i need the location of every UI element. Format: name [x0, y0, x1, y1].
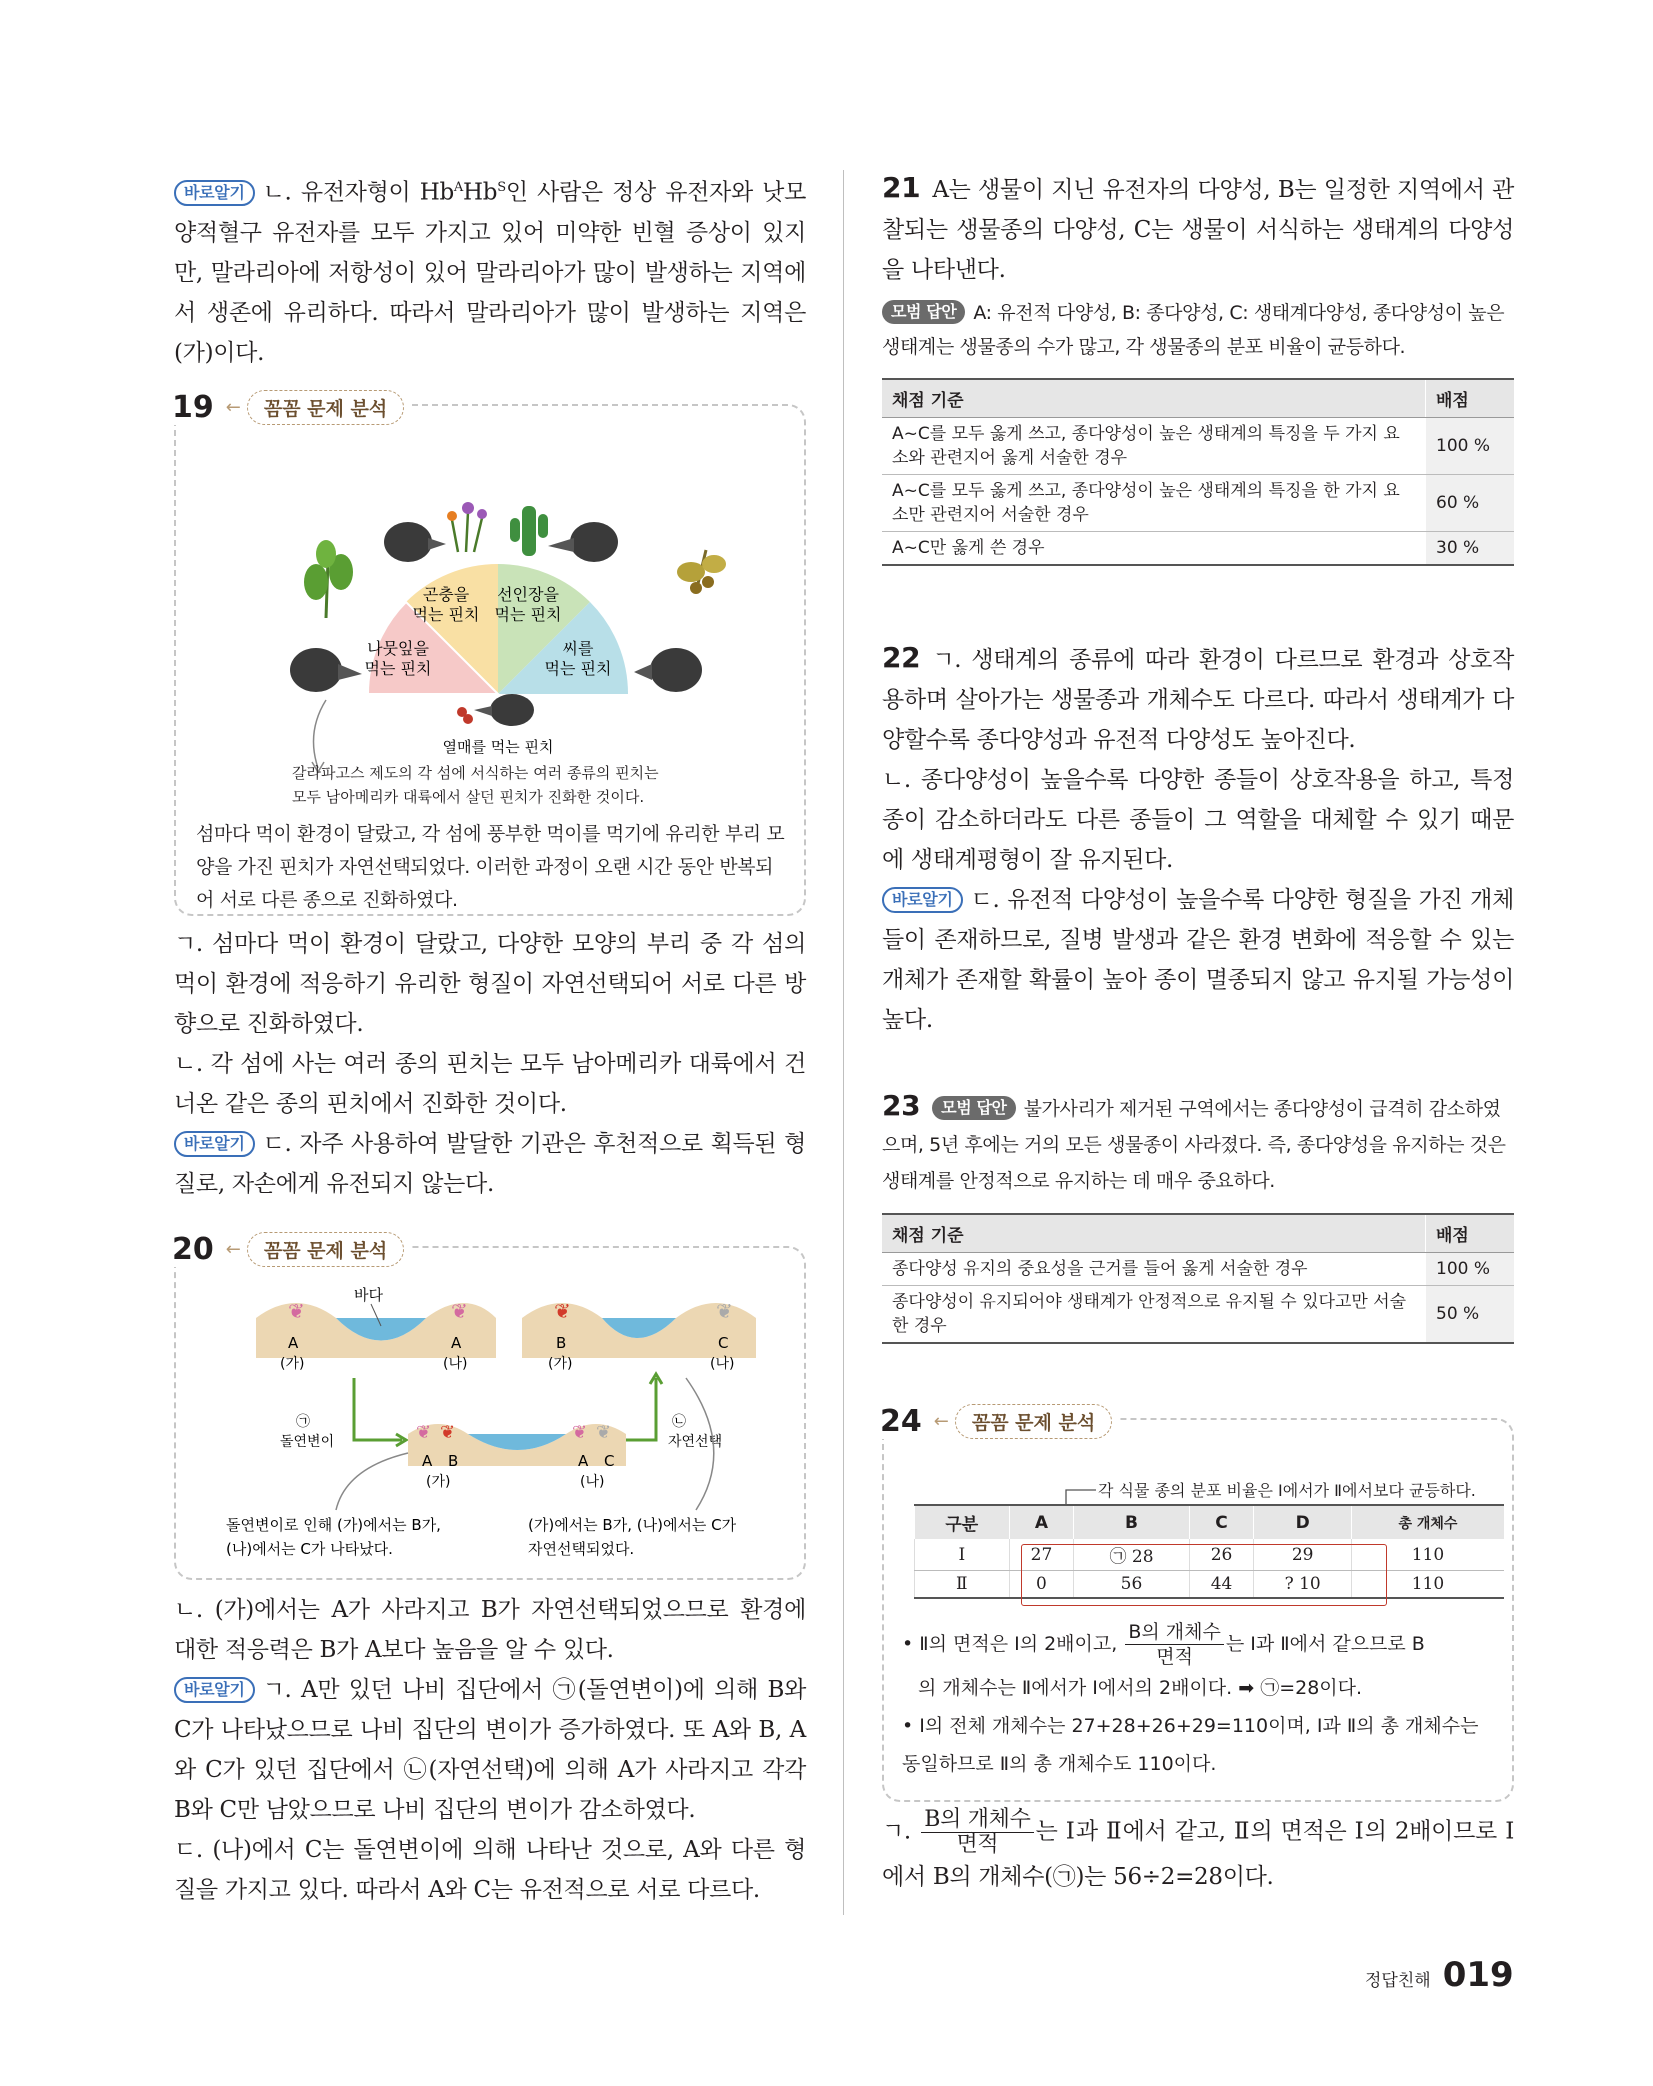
table-cell: Ⅱ	[915, 1571, 1010, 1599]
label-a2: A	[451, 1334, 462, 1352]
note-right-2: 자연선택되었다.	[528, 1540, 635, 1558]
q24-bullet-1: • Ⅱ의 면적은 Ⅰ의 2배이고, $\frac{\text{B의 개체수}}{\text{면적}}$ 는 Ⅰ과 Ⅱ에서 같으므로 B	[902, 1621, 1425, 1668]
q24-header	[880, 1404, 1118, 1439]
analysis-tag: 꼼꼼 문제 분석	[247, 390, 404, 425]
col-header: A	[1009, 1505, 1074, 1539]
butterfly-b-icon: ❦	[554, 1299, 571, 1323]
selection-arrow-icon	[626, 1378, 656, 1440]
finch-insect-icon	[384, 522, 446, 562]
q19-p3-text: ㄷ. 자주 사용하여 발달한 기관은 후천적으로 획득된 형질로, 자손에게 유전되지 않는다.	[174, 1131, 806, 1197]
q22-section	[882, 638, 1514, 1040]
butterfly-mid-a2-icon: ❦	[572, 1422, 588, 1443]
seed-plant-icon	[677, 550, 726, 594]
label-ga2: (가)	[548, 1356, 573, 1372]
leaf-plant-icon	[304, 540, 353, 618]
table-cell: ㉠ 28	[1074, 1539, 1189, 1571]
label-b: B	[556, 1334, 567, 1352]
q23-model	[882, 1088, 1514, 1199]
note-right-1: (가)에서는 B가, (나)에서는 C가	[528, 1516, 737, 1534]
q21-number: 21	[882, 171, 921, 204]
mutation-arrow-icon	[354, 1378, 402, 1440]
note-left-1: 돌연변이로 인해 (가)에서는 B가,	[226, 1516, 441, 1534]
table-row	[882, 1286, 1514, 1344]
grading-header-score: 배점	[1426, 1214, 1515, 1253]
q24-callout: 각 식물 종의 분포 비율은 Ⅰ에서가 Ⅱ에서보다 균등하다.	[1098, 1481, 1476, 1500]
q21-text-body: A는 생물이 지닌 유전자의 다양성, B는 일정한 지역에서 관찰되는 생물종의 다양성, C는 생물이 서식하는 생태계의 다양성을 나타낸다.	[882, 177, 1514, 283]
q20-header	[172, 1232, 410, 1267]
label-leaf-1: 나뭇잎을	[367, 639, 429, 658]
label-mid-a1: A	[422, 1452, 433, 1470]
page-footer	[1365, 1955, 1514, 1995]
grading-header-criteria: 채점 기준	[882, 1214, 1426, 1253]
score-cell: 30 %	[1426, 532, 1515, 566]
label-na2: (나)	[710, 1356, 735, 1372]
label-mutation: 돌연변이	[280, 1434, 335, 1450]
check-tag: 바로알기	[882, 887, 963, 913]
q24-box	[880, 1404, 1514, 1802]
label-cactus-2: 먹는 핀치	[494, 605, 562, 624]
finch-note-line1: 갈라파고스 제도의 각 섬에 서식하는 여러 종류의 핀치는	[292, 764, 659, 782]
col-header: B	[1074, 1505, 1189, 1539]
lead-arrow-icon: ←	[933, 1411, 949, 1432]
fraction-num: B의 개체수	[921, 1808, 1033, 1833]
q20-box	[172, 1232, 806, 1580]
butterfly-mid-b-icon: ❦	[440, 1422, 456, 1443]
intro-text-b: Hb	[463, 179, 498, 206]
q19-box	[172, 390, 806, 916]
q19-summary: 섬마다 먹이 환경이 달랐고, 각 섬에 풍부한 먹이를 먹기에 유리한 부리 모양을 가진 핀치가 자연선택되었다. 이러한 과정이 오랜 시간 동안 반복되어 서로 다른 종으로 진화하였다.	[196, 823, 785, 911]
table-cell: ? 10	[1254, 1571, 1352, 1599]
q21-model-text: A: 유전적 다양성, B: 종다양성, C: 생태계다양성, 종다양성이 높은 생태계는 생물종의 수가 많고, 각 생물종의 분포 비율이 균등하다.	[882, 302, 1505, 358]
label-leaf-2: 먹는 핀치	[364, 659, 432, 678]
q20-number: 20	[172, 1232, 214, 1267]
intro-text-a: ㄴ. 유전자형이 Hb	[262, 179, 454, 206]
fraction	[921, 1808, 1033, 1857]
q22-p1-text: ㄱ. 생태계의 종류에 따라 환경이 다르므로 환경과 상호작용하며 살아가는 생물종과 개체수도 다르다. 따라서 생태계가 다양할수록 종다양성과 유전적 다양성도 높아진다.	[882, 647, 1514, 753]
score-cell: 50 %	[1426, 1286, 1515, 1344]
finch-diagram	[176, 442, 804, 782]
model-tag: 모범 답안	[882, 300, 965, 324]
analysis-tag: 꼼꼼 문제 분석	[955, 1404, 1112, 1439]
right-column	[880, 168, 1514, 1890]
col-header: 구분	[915, 1505, 1010, 1539]
q19-p2: ㄴ. 각 섬에 사는 여러 종의 핀치는 모두 남아메리카 대륙에서 건너온 같은 종의 핀치에서 진화한 것이다.	[174, 1051, 806, 1117]
grading-header-criteria: 채점 기준	[882, 379, 1426, 418]
label-berry: 열매를 먹는 핀치	[442, 738, 554, 756]
q21-model	[882, 296, 1514, 364]
fraction-den: 면적	[956, 1832, 999, 1857]
check-tag: 바로알기	[174, 1131, 255, 1157]
table-cell: 27	[1009, 1539, 1074, 1571]
intro-sup-s: S	[497, 180, 506, 195]
q21-grading-table	[882, 378, 1514, 566]
model-tag: 모범 답안	[932, 1096, 1015, 1120]
label-na1: (나)	[443, 1356, 468, 1372]
footer-title: 정답친해	[1365, 1971, 1431, 1991]
answer-prefix: ㄱ.	[882, 1818, 911, 1845]
finch-leaf-icon	[290, 648, 362, 692]
bullet1-b: 는 Ⅰ과 Ⅱ에서 같으므로 B	[1225, 1633, 1425, 1655]
q19-number: 19	[172, 390, 214, 425]
q19-header	[172, 390, 410, 425]
q19-p3	[174, 1124, 806, 1204]
q20-p2	[174, 1670, 806, 1830]
answer-text: 는 Ⅰ과 Ⅱ에서 같고, Ⅱ의 면적은 Ⅰ의 2배이므로 Ⅰ에서 B의 개체수(㉠)는 56÷2=28이다.	[882, 1818, 1514, 1890]
table-row	[882, 532, 1514, 566]
q23-number: 23	[882, 1089, 921, 1122]
check-tag: 바로알기	[174, 1677, 255, 1703]
table-cell: 44	[1189, 1571, 1254, 1599]
table-cell: Ⅰ	[915, 1539, 1010, 1571]
fraction-num: B의 개체수	[1125, 1620, 1224, 1645]
label-circ2: ㉡	[672, 1414, 686, 1430]
label-mid-b: B	[448, 1452, 459, 1470]
column-divider	[843, 170, 844, 1915]
criteria-cell: A~C를 모두 옳게 쓰고, 종다양성이 높은 생태계의 특징을 두 가지 요소와 관련지어 옳게 서술한 경우	[882, 418, 1426, 475]
q20-p1: ㄴ. (가)에서는 A가 사라지고 B가 자연선택되었으므로 환경에 대한 적응력은 B가 A보다 높음을 알 수 있다.	[174, 1597, 806, 1663]
bullet1-a: Ⅱ의 면적은 Ⅰ의 2배이고,	[919, 1633, 1118, 1655]
q24-number: 24	[880, 1404, 922, 1439]
bullet2-text: Ⅰ의 전체 개체수는 27+28+26+29=110이며, Ⅰ과 Ⅱ의 총 개체수는 동일하므로 Ⅱ의 총 개체수도 110이다.	[902, 1715, 1479, 1775]
label-sea: 바다	[354, 1286, 383, 1304]
criteria-cell: A~C만 옳게 쓴 경우	[882, 532, 1426, 566]
score-cell: 100 %	[1426, 418, 1515, 475]
label-mid-a2: A	[578, 1452, 589, 1470]
lead-arrow-icon: ←	[225, 1239, 241, 1260]
label-a1: A	[288, 1334, 299, 1352]
fraction	[1125, 1620, 1224, 1669]
label-mid-ga: (가)	[426, 1474, 451, 1490]
table-cell: 56	[1074, 1571, 1189, 1599]
label-seed-2: 먹는 핀치	[544, 659, 612, 678]
butterfly-mid-a1-icon: ❦	[416, 1422, 432, 1443]
q20-p3: ㄷ. (나)에서 C는 돌연변이에 의해 나타난 것으로, A와 다른 형질을 가지고 있다. 따라서 A와 C는 유전적으로 서로 다르다.	[174, 1837, 806, 1903]
q22-p3	[882, 880, 1514, 1040]
table-cell: 110	[1351, 1539, 1504, 1571]
label-seed-1: 씨를	[562, 639, 594, 658]
q21-text	[882, 168, 1514, 290]
check-tag: 바로알기	[174, 180, 255, 206]
label-mid-na: (나)	[580, 1474, 605, 1490]
col-header: D	[1254, 1505, 1352, 1539]
finch-berry-icon	[457, 694, 534, 726]
finch-seed-icon	[634, 648, 702, 692]
left-column	[172, 168, 806, 1903]
q22-number: 22	[882, 641, 921, 674]
finch-note-line2: 모두 남아메리카 대륙에서 살던 핀치가 진화한 것이다.	[292, 788, 645, 806]
q24-highlight-box	[1021, 1544, 1387, 1606]
table-cell: 110	[1351, 1571, 1504, 1599]
q22-p3-text: ㄷ. 유전적 다양성이 높을수록 다양한 형질을 가진 개체들이 존재하므로, 질병 발생과 같은 환경 변화에 적응할 수 있는 개체가 존재할 확률이 높아 종이 멸종되지 않고 유지될 가능성이 높다.	[882, 887, 1514, 1033]
q24-bullet-2: • Ⅰ의 전체 개체수는 27+28+26+29=110이며, Ⅰ과 Ⅱ의 총 개체수는 동일하므로 Ⅱ의 총 개체수도 110이다.	[902, 1715, 1479, 1775]
q20-answers	[174, 1590, 806, 1910]
grading-header-score: 배점	[1426, 379, 1515, 418]
criteria-cell: A~C를 모두 옳게 쓰고, 종다양성이 높은 생태계의 특징을 한 가지 요소만 관련지어 서술한 경우	[882, 475, 1426, 532]
intro-text-c: 인 사람은 정상 유전자와 낫모양적혈구 유전자를 모두 가지고 있어 미약한 빈혈 증상이 있지만, 말라리아에 저항성이 있어 말라리아가 많이 발생하는 지역에서 생존에 유리하다. 따라서 말라리아가 많이 발생하는 지역은 (가)이다.	[174, 179, 806, 366]
q23-section	[882, 1088, 1514, 1344]
table-cell: 26	[1189, 1539, 1254, 1571]
q18-explanation	[174, 168, 806, 373]
criteria-cell: 종다양성 유지의 중요성을 근거를 들어 옳게 서술한 경우	[882, 1253, 1426, 1286]
q22-p1	[882, 638, 1514, 760]
q19-answers	[174, 924, 806, 1204]
label-insect-2: 먹는 핀치	[412, 605, 480, 624]
q24-answer-p	[882, 1808, 1514, 1897]
label-circ1: ㉠	[296, 1414, 310, 1430]
col-header: 총 개체수	[1351, 1505, 1504, 1539]
note-left-arrow-icon	[336, 1453, 408, 1510]
lead-arrow-icon: ←	[225, 397, 241, 418]
label-insect-1: 곤충을	[422, 585, 470, 604]
butterfly-a2-icon: ❦	[451, 1299, 468, 1323]
table-row	[882, 475, 1514, 532]
q20-p2-text: ㄱ. A만 있던 나비 집단에서 ㉠(돌연변이)에 의해 B와 C가 나타났으므로 나비 집단의 변이가 증가하였다. 또 A와 B, A와 C가 있던 집단에서 ㉡(자연선택)에 의해 A가 사라지고 각각 B와 C만 남았으므로 나비 집단의 변이가 감소하였다.	[174, 1677, 806, 1823]
finch-cactus-icon	[548, 522, 618, 562]
q24-answer	[882, 1808, 1514, 1897]
q23-model-text: 불가사리가 제거된 구역에서는 종다양성이 급격히 감소하였으며, 5년 후에는 거의 모든 생물종이 사라졌다. 즉, 종다양성을 유지하는 것은 생태계를 안정적으로 유지하는 데 매우 중요하다.	[882, 1098, 1506, 1192]
flower-plant-icon	[447, 502, 487, 552]
label-ga1: (가)	[280, 1356, 305, 1372]
cactus-icon	[510, 506, 548, 556]
criteria-cell: 종다양성이 유지되어야 생태계가 안정적으로 유지될 수 있다고만 서술한 경우	[882, 1286, 1426, 1344]
finch-note	[292, 761, 659, 809]
score-cell: 60 %	[1426, 475, 1515, 532]
intro-sup-a: A	[453, 180, 464, 195]
analysis-tag: 꼼꼼 문제 분석	[247, 1232, 404, 1267]
label-mid-c: C	[604, 1452, 615, 1470]
score-cell: 100 %	[1426, 1253, 1515, 1286]
butterfly-a1-icon: ❦	[288, 1299, 305, 1323]
table-cell: 29	[1254, 1539, 1352, 1571]
butterfly-mid-c-icon: ❦	[596, 1422, 612, 1443]
label-c: C	[718, 1334, 729, 1352]
note-arrow-icon	[314, 700, 327, 768]
table-row	[882, 418, 1514, 475]
page-number: 019	[1442, 1955, 1514, 1995]
col-header: C	[1189, 1505, 1254, 1539]
label-selection: 자연선택	[668, 1434, 723, 1450]
q22-p2: ㄴ. 종다양성이 높을수록 다양한 종들이 상호작용을 하고, 특정 종이 감소하더라도 다른 종들이 그 역할을 대체할 수 있기 때문에 생태계평형이 잘 유지된다.	[882, 767, 1514, 873]
q24-bullet-1-cont: 의 개체수는 Ⅱ에서가 Ⅰ에서의 2배이다. ➡ ㉠=28이다.	[918, 1677, 1363, 1699]
table-row	[882, 1253, 1514, 1286]
q19-p1: ㄱ. 섬마다 먹이 환경이 달랐고, 다양한 모양의 부리 중 각 섬의 먹이 환경에 적응하기 유리한 형질이 자연선택되어 서로 다른 방향으로 진화하였다.	[174, 931, 806, 1037]
label-cactus-1: 선인장을	[497, 585, 559, 604]
q24-bullets	[902, 1620, 1498, 1783]
note-left-2: (나)에서는 C가 나타났다.	[226, 1540, 393, 1558]
q23-grading-table	[882, 1213, 1514, 1344]
butterfly-diagram	[176, 1248, 804, 1578]
fraction-den: 면적	[1156, 1646, 1193, 1668]
butterfly-c-icon: ❦	[716, 1299, 733, 1323]
table-cell: 0	[1009, 1571, 1074, 1599]
